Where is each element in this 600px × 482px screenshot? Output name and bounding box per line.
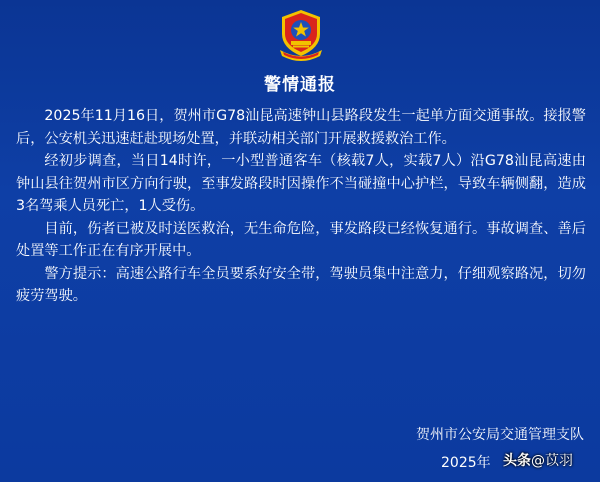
- police-emblem-icon: [274, 8, 328, 62]
- paragraph-warning: 警方提示：高速公路行车全员要系好安全带，驾驶员集中注意力，仔细观察路况，切勿疲劳驾驶。: [16, 265, 586, 304]
- platform-watermark: [503, 450, 573, 470]
- notice-body: [16, 105, 586, 308]
- issue-date: 2025年: [441, 455, 491, 471]
- paragraph-status: 目前，伤者已被及时送医救治，无生命危险，事发路段已经恢复通行。事故调查、善后处置等工作正在有序开展中。: [16, 220, 586, 259]
- paragraph-investigation: 经初步调查，当日14时许，一小型普通客车（核载7人，实载7人）沿G78汕昆高速由钟山县往贺州市区方向行驶，至事发路段时因操作不当碰撞中心护栏，导致车辆侧翻，造成3名驾乘人员死亡，1人受伤。: [16, 153, 586, 214]
- watermark-logo: 头条: [503, 453, 531, 469]
- notice-title: 警情通报: [264, 75, 336, 95]
- issuer-name: 贺州市公安局交通管理支队: [416, 427, 584, 443]
- watermark-handle: @苡羽: [531, 453, 573, 469]
- paragraph-incident: 2025年11月16日，贺州市G78汕昆高速钟山县路段发生一起单方面交通事故。接报警后，公安机关迅速赶赴现场处置，并联动相关部门开展救援救治工作。: [16, 108, 586, 147]
